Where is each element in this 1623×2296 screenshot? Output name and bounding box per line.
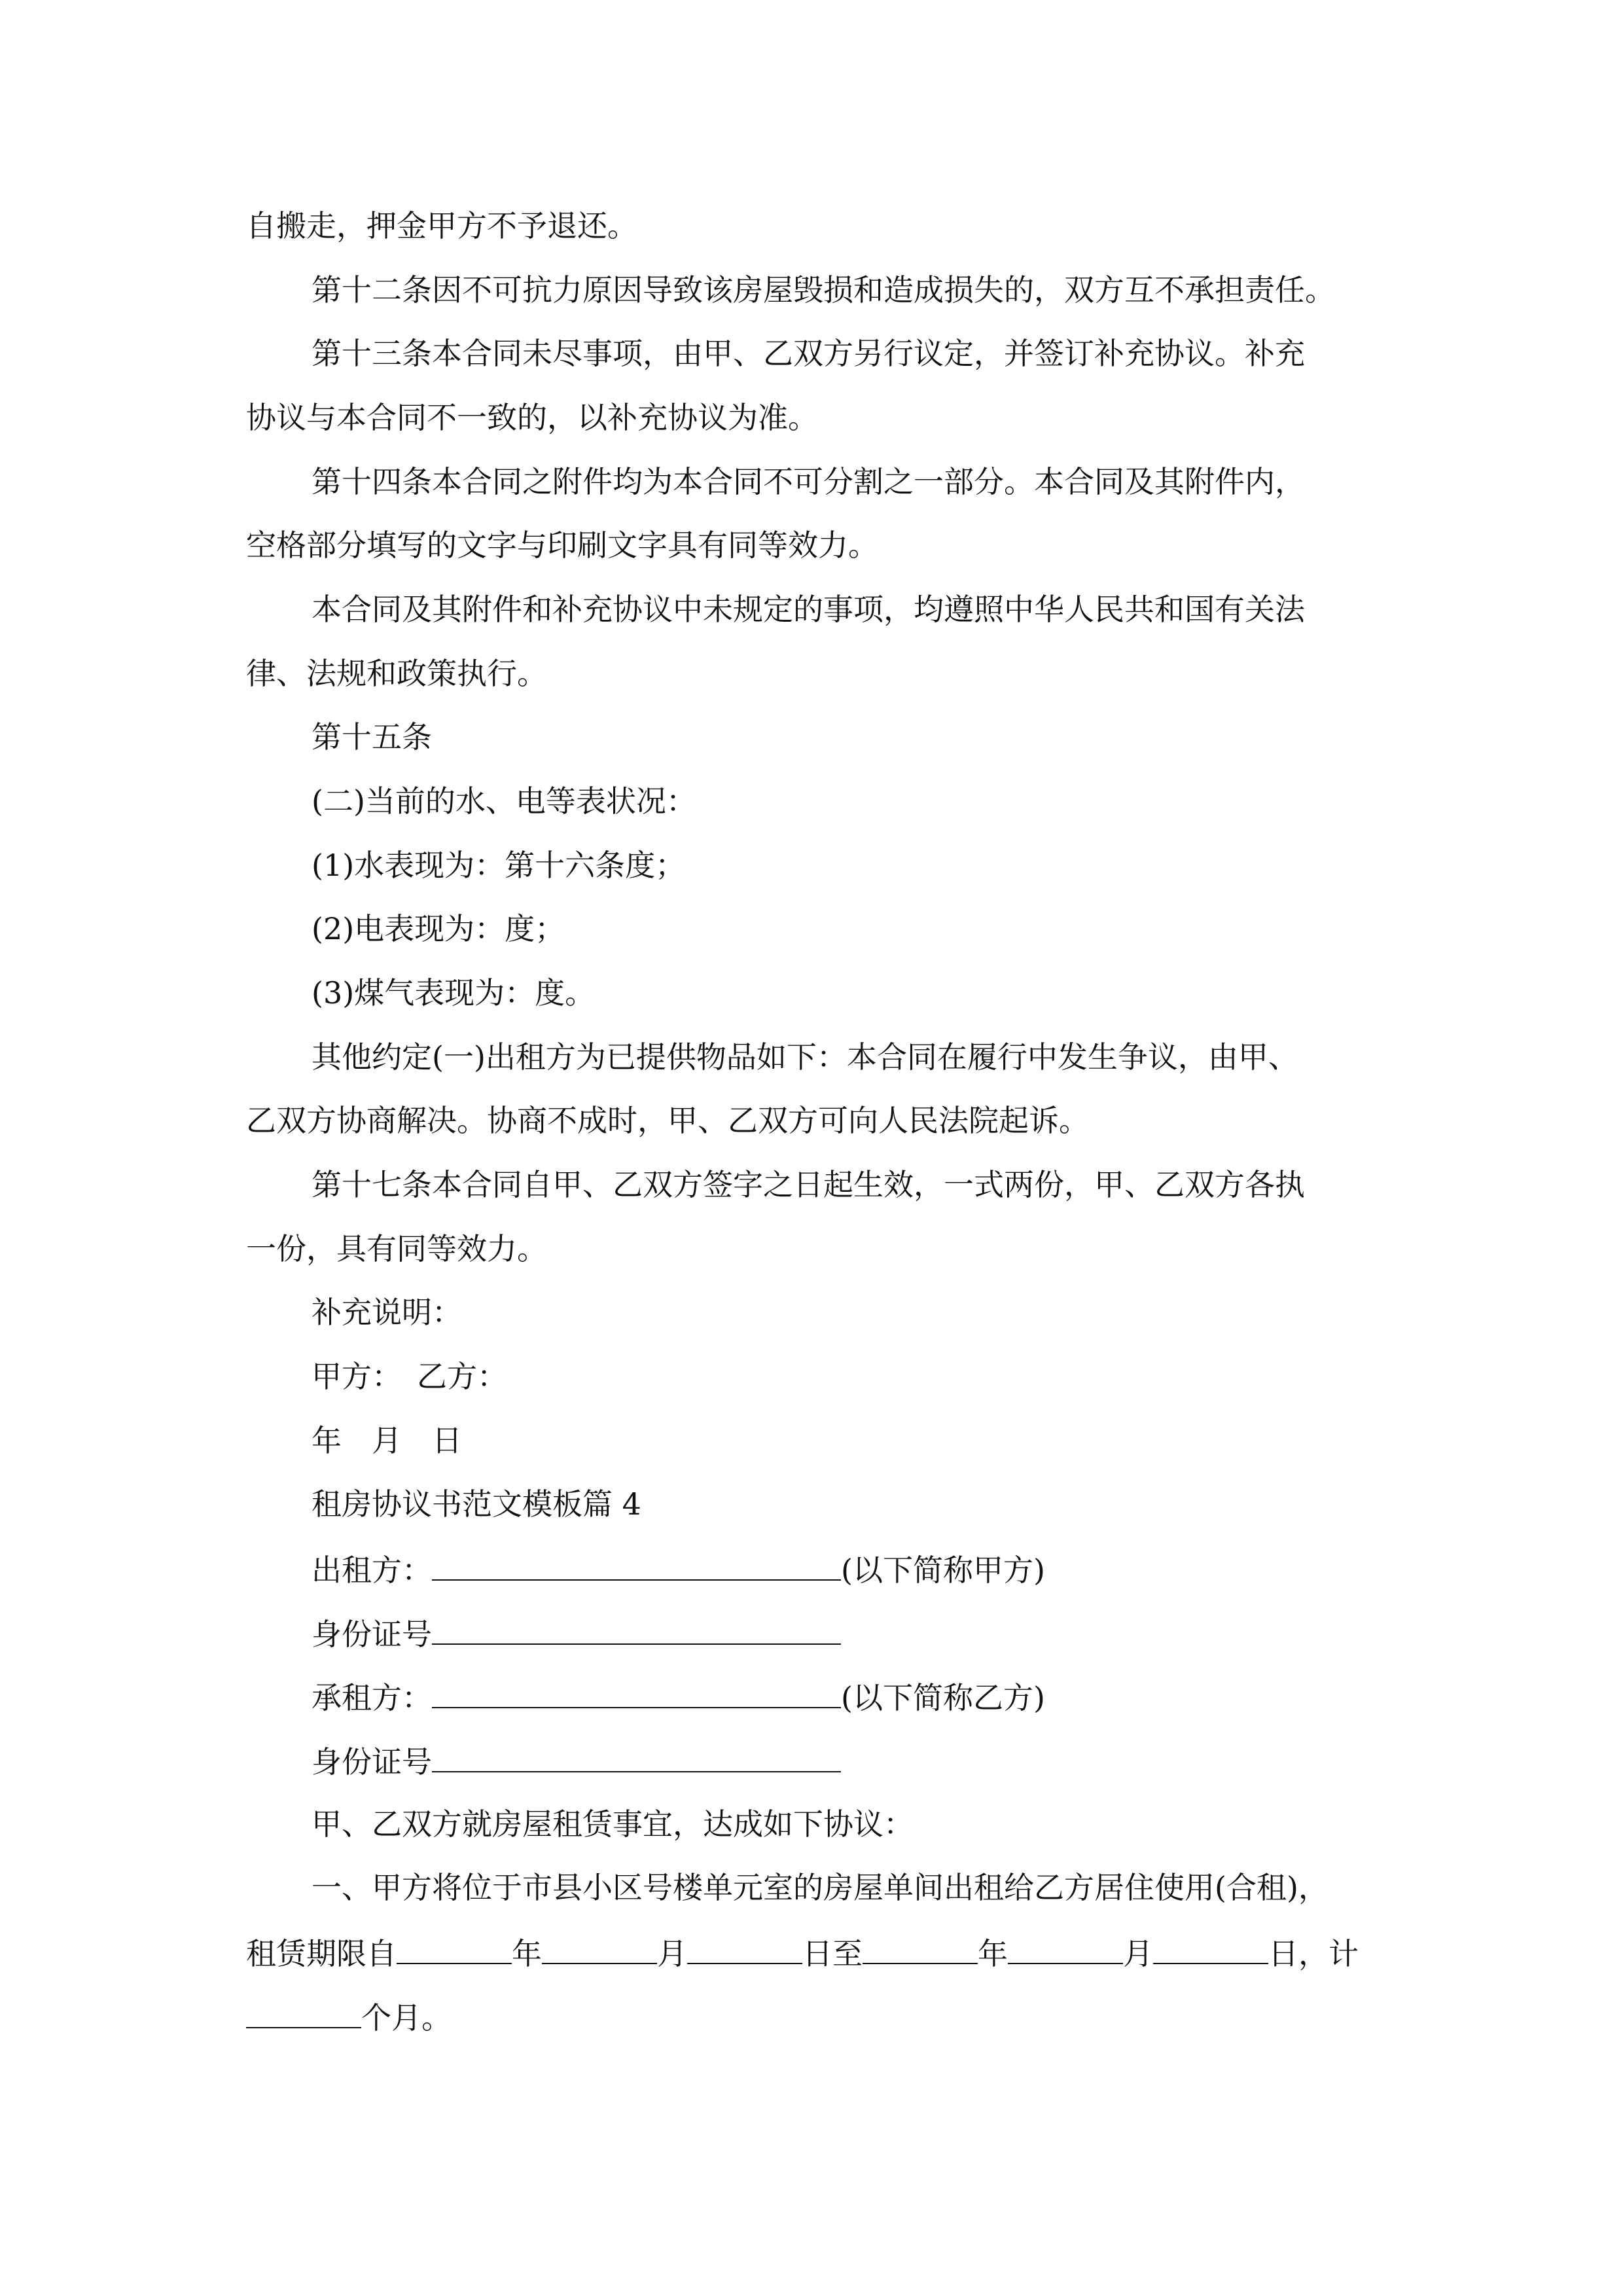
lessor-field-row (312, 1551, 1450, 1588)
day-to-label: 日至 (802, 1936, 863, 1971)
months-suffix: 个月。 (361, 2000, 452, 2036)
end-month-blank (1008, 1934, 1123, 1964)
agreement-intro: 甲、乙双方就房屋租赁事宜，达成如下协议： (312, 1806, 914, 1842)
lessor-id-blank (432, 1615, 841, 1645)
lease-term-row (246, 1934, 1385, 1972)
paragraph-line: 空格部分填写的文字与印刷文字具有同等效力。 (246, 528, 878, 563)
id-label: 身份证号 (312, 1744, 432, 1780)
lessee-name-blank (432, 1678, 841, 1708)
term-prefix: 租赁期限自 (246, 1936, 397, 1971)
paragraph-line: 一份，具有同等效力。 (246, 1231, 547, 1266)
months-blank (246, 1998, 361, 2028)
lessee-label: 承租方： (312, 1680, 432, 1715)
lessor-suffix: (以下简称甲方) (841, 1552, 1045, 1588)
lessee-suffix: (以下简称乙方) (841, 1680, 1045, 1715)
start-year-blank (397, 1934, 512, 1964)
paragraph-line: 补充说明： (312, 1295, 462, 1330)
lessee-id-row (312, 1742, 1450, 1780)
paragraph-line: 第十四条本合同之附件均为本合同不可分割之一部分。本合同及其附件内， (312, 464, 1305, 499)
paragraph-line: 乙双方协商解决。协商不成时，甲、乙双方可向人民法院起诉。 (246, 1103, 1089, 1138)
paragraph-line: 本合同及其附件和补充协议中未规定的事项，均遵照中华人民共和国有关法 (312, 592, 1305, 627)
signature-line: 甲方： 乙方： (312, 1359, 507, 1394)
paragraph-line: 第十五条 (312, 719, 432, 755)
lessee-field-row (312, 1678, 1450, 1716)
paragraph-line: 第十三条本合同未尽事项，由甲、乙双方另行议定，并签订补充协议。补充 (312, 336, 1305, 371)
end-day-blank (1153, 1934, 1268, 1964)
start-month-blank (542, 1934, 657, 1964)
id-label: 身份证号 (312, 1617, 432, 1652)
paragraph-line: (1)水表现为：第十六条度； (312, 848, 686, 883)
end-year-blank (863, 1934, 978, 1964)
clause-one: 一、甲方将位于市县小区号楼单元室的房屋单间出租给乙方居住使用(合租)， (312, 1870, 1329, 1905)
paragraph-line: 第十二条因不可抗力原因导致该房屋毁损和造成损失的，双方互不承担责任。 (312, 272, 1335, 308)
lessor-name-blank (432, 1551, 841, 1581)
day-total-label: 日，计 (1268, 1936, 1359, 1971)
paragraph-line: (3)煤气表现为：度。 (312, 975, 596, 1011)
lessee-id-blank (432, 1742, 841, 1772)
paragraph-line: 自搬走，押金甲方不予退还。 (246, 208, 637, 243)
year-label: 年 (512, 1936, 542, 1971)
start-day-blank (687, 1934, 802, 1964)
section-title: 租房协议书范文模板篇 4 (312, 1486, 641, 1522)
paragraph-line: 第十七条本合同自甲、乙双方签字之日起生效，一式两份，甲、乙双方各执 (312, 1167, 1305, 1202)
lessor-label: 出租方： (312, 1552, 432, 1588)
months-row (246, 1998, 1385, 2036)
paragraph-line: 律、法规和政策执行。 (246, 656, 547, 691)
paragraph-line: 其他约定(一)出租方为已提供物品如下：本合同在履行中发生争议，由甲、 (312, 1039, 1298, 1075)
paragraph-line: (二)当前的水、电等表状况： (312, 783, 696, 819)
date-line: 年 月 日 (312, 1423, 462, 1458)
month-label: 月 (657, 1936, 687, 1971)
paragraph-line: (2)电表现为：度； (312, 911, 565, 946)
lessor-id-row (312, 1615, 1450, 1653)
paragraph-line: 协议与本合同不一致的，以补充协议为准。 (246, 400, 818, 435)
year-label: 年 (978, 1936, 1008, 1971)
month-label: 月 (1123, 1936, 1153, 1971)
